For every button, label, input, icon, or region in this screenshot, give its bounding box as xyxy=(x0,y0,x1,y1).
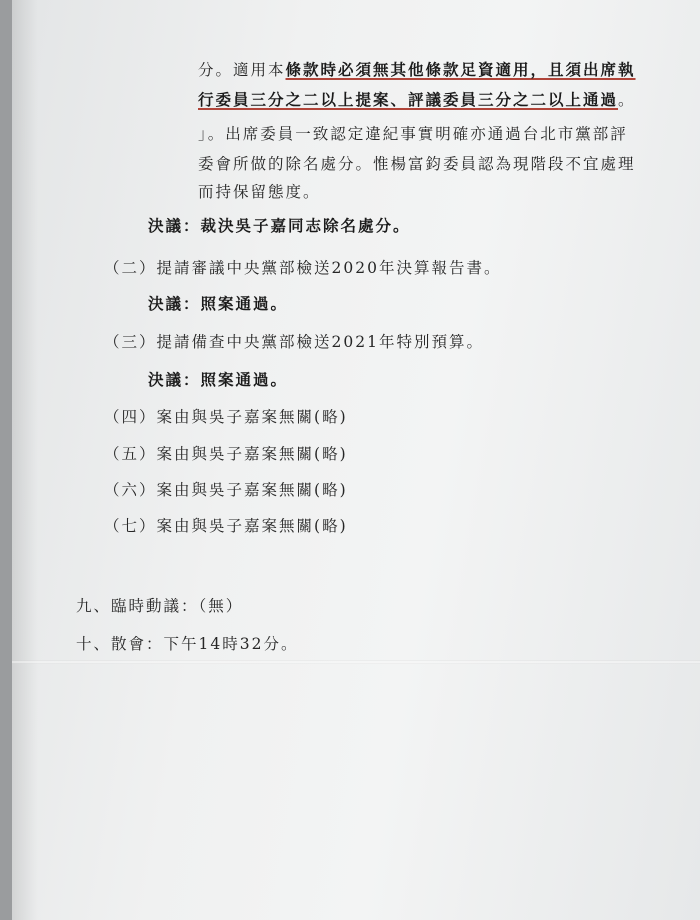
text-segment: 分。適用本 xyxy=(198,61,286,79)
paragraph-line-4: 委會所做的除名處分。惟楊富鈞委員認為現階段不宜處理 xyxy=(198,155,636,173)
section-text: 下午14時32分。 xyxy=(163,635,299,653)
agenda-item-5 xyxy=(104,442,348,464)
item-number: （六） xyxy=(104,481,157,499)
item-text: 案由與吳子嘉案無關(略) xyxy=(156,517,348,535)
resolution-1 xyxy=(148,214,411,236)
document-page xyxy=(12,0,700,920)
item-number: （二） xyxy=(104,259,157,277)
item-text: 提請審議中央黨部檢送2020年決算報告書。 xyxy=(156,259,502,277)
paper-fold xyxy=(12,660,700,664)
agenda-item-6 xyxy=(104,478,348,500)
resolution-text: 照案通過。 xyxy=(200,370,289,389)
agenda-item-7 xyxy=(104,514,348,536)
section-9 xyxy=(76,594,243,616)
emphasized-text: 行委員三分之二以上提案、評議委員三分之二以上通過 xyxy=(198,90,619,109)
resolution-label: 決議： xyxy=(148,370,201,389)
item-number: （五） xyxy=(104,445,157,463)
agenda-item-2 xyxy=(104,256,501,278)
agenda-item-3 xyxy=(104,330,484,352)
resolution-label: 決議： xyxy=(148,216,201,235)
item-number: （七） xyxy=(104,517,157,535)
section-10 xyxy=(76,632,298,654)
agenda-item-4 xyxy=(104,405,348,427)
section-label: 九、臨時動議： xyxy=(76,597,199,615)
resolution-2 xyxy=(148,292,288,314)
section-label: 十、散會： xyxy=(76,635,164,653)
paragraph-line-1 xyxy=(198,58,636,80)
paragraph-line-2 xyxy=(198,88,636,110)
resolution-label: 決議： xyxy=(148,294,201,313)
item-number: （四） xyxy=(104,408,157,426)
resolution-text: 裁決吳子嘉同志除名處分。 xyxy=(200,216,411,235)
item-number: （三） xyxy=(104,333,157,351)
resolution-text: 照案通過。 xyxy=(200,294,289,313)
item-text: 案由與吳子嘉案無關(略) xyxy=(156,445,348,463)
item-text: 案由與吳子嘉案無關(略) xyxy=(156,408,348,426)
paragraph-line-5: 而持保留態度。 xyxy=(198,183,321,201)
text-segment: 。 xyxy=(618,91,636,109)
paragraph-line-3: 」。出席委員一致認定違紀事實明確亦通過台北市黨部評 xyxy=(198,125,628,143)
emphasized-text: 條款時必須無其他條款足資適用，且須出席執 xyxy=(285,60,636,79)
item-text: 案由與吳子嘉案無關(略) xyxy=(156,481,348,499)
resolution-3 xyxy=(148,368,288,390)
item-text: 提請備查中央黨部檢送2021年特別預算。 xyxy=(156,333,484,351)
section-text: （無） xyxy=(198,597,244,615)
